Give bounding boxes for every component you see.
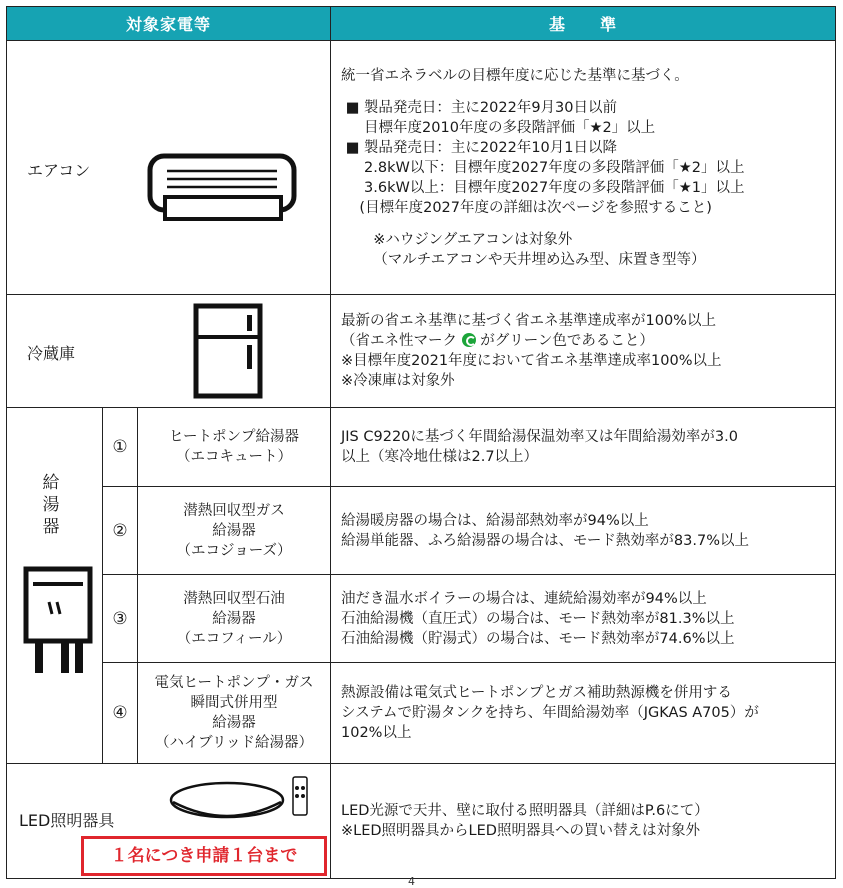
fridge-name: 冷蔵庫 [27, 344, 76, 363]
heater-criteria [331, 663, 836, 764]
fridge-line-pre: （省エネ性マーク [341, 333, 457, 349]
heater-name [138, 408, 331, 487]
fridge-line-post: がグリーン色であること） [475, 333, 654, 349]
heater-num: ② [103, 487, 138, 575]
fridge-line: ※目標年度2021年度において省エネ基準達成率100%以上 [341, 353, 722, 369]
aircon-line: (目標年度2027年度の詳細は次ページを参照すること) [341, 199, 712, 216]
fridge-cell [7, 295, 331, 408]
heater-name-line: 潜熱回収型ガス [183, 502, 285, 519]
eco-mark-icon [462, 333, 476, 347]
led-line: LED光源で天井、壁に取付る照明器具（詳細はP.6にて） [341, 803, 709, 819]
heater-name-line: 給湯器 [212, 610, 256, 627]
remote-control-icon [292, 776, 308, 816]
aircon-line: 3.6kW以上：目標年度2027年度の多段階評価「★1」以上 [341, 179, 745, 196]
heater-criteria-line: 102%以上 [341, 725, 412, 741]
aircon-criteria [331, 41, 836, 295]
application-limit-note: １名につき申請１台まで [81, 836, 327, 876]
heater-num: ③ [103, 575, 138, 663]
heater-name [138, 575, 331, 663]
aircon-line: （マルチエアコンや天井埋め込み型、床置き型等） [341, 251, 706, 268]
aircon-name: エアコン [27, 161, 91, 180]
heater-name [138, 663, 331, 764]
heater-num: ① [103, 408, 138, 487]
fridge-line-mark [341, 331, 825, 351]
heater-name-line: （ハイブリッド給湯器） [155, 735, 313, 751]
ceiling-light-icon [167, 778, 287, 828]
heater-name-line: 給湯器 [212, 715, 256, 731]
aircon-line: ■ 製品発売日：主に2022年9月30日以前 [341, 99, 617, 116]
heater-criteria-line: 給湯暖房器の場合は、給湯部熱効率が94%以上 [341, 512, 649, 529]
water-heater-label-text: 給湯器 [42, 473, 60, 537]
led-line: ※LED照明器具からLED照明器具への買い替えは対象外 [341, 823, 700, 839]
heater-name-line: 瞬間式併用型 [190, 695, 278, 711]
heater-name-line: 給湯器 [212, 522, 256, 539]
led-cell [7, 764, 331, 879]
heater-criteria-line: 石油給湯機（直圧式）の場合は、モード熱効率が81.3%以上 [341, 610, 735, 627]
heater-criteria-line: JIS C9220に基づく年間給湯保温効率又は年間給湯効率が3.0 [341, 429, 738, 445]
heater-criteria-line: 給湯単能器、ふろ給湯器の場合は、モード熱効率が83.7%以上 [341, 532, 749, 549]
eligibility-table [6, 6, 836, 879]
water-heater-icon [23, 566, 95, 676]
water-heater-label [41, 472, 61, 538]
heater-name [138, 487, 331, 575]
heater-name-line: （エコキュート） [176, 449, 292, 465]
fridge-line: 最新の省エネ基準に基づく省エネ基準達成率が100%以上 [341, 313, 716, 329]
heater-num: ④ [103, 663, 138, 764]
heater-criteria-line: 油だき温水ボイラーの場合は、連続給湯効率が94%以上 [341, 590, 707, 607]
aircon-cell [7, 41, 331, 295]
aircon-line: ※ハウジングエアコンは対象外 [341, 231, 573, 248]
aircon-line: 2.8kW以下：目標年度2027年度の多段階評価「★2」以上 [341, 159, 745, 176]
heater-name-line: （エコフィール） [176, 630, 292, 647]
heater-criteria-line: 熱源設備は電気式ヒートポンプとガス補助熱源機を併用する [341, 685, 732, 701]
aircon-line: ■ 製品発売日：主に2022年10月1日以降 [341, 139, 617, 156]
fridge-criteria [331, 295, 836, 408]
heater-criteria [331, 487, 836, 575]
heater-criteria [331, 575, 836, 663]
aircon-line: 統一省エネラベルの目標年度に応じた基準に基づく。 [341, 67, 689, 84]
water-heater-group [7, 408, 103, 764]
aircon-icon [147, 153, 297, 223]
heater-criteria-line: システムで貯湯タンクを持ち、年間給湯効率（JGKAS A705）が [341, 705, 759, 721]
heater-criteria [331, 408, 836, 487]
header-appliance: 対象家電等 [7, 7, 331, 41]
header-criteria: 基 準 [331, 7, 836, 41]
led-criteria [331, 764, 836, 879]
heater-name-line: （エコジョーズ） [176, 542, 292, 559]
heater-criteria-line: 石油給湯機（貯湯式）の場合は、モード熱効率が74.6%以上 [341, 630, 735, 647]
fridge-icon [193, 303, 263, 399]
heater-criteria-line: 以上（寒冷地仕様は2.7以上） [341, 449, 539, 465]
heater-name-line: 電気ヒートポンプ・ガス [154, 675, 314, 691]
fridge-line: ※冷凍庫は対象外 [341, 373, 455, 389]
page-number: 4 [408, 875, 415, 888]
heater-name-line: 潜熱回収型石油 [183, 590, 285, 607]
led-name: LED照明器具 [19, 811, 115, 830]
heater-name-line: ヒートポンプ給湯器 [169, 429, 299, 445]
aircon-line: 目標年度2010年度の多段階評価「★2」以上 [341, 119, 656, 136]
